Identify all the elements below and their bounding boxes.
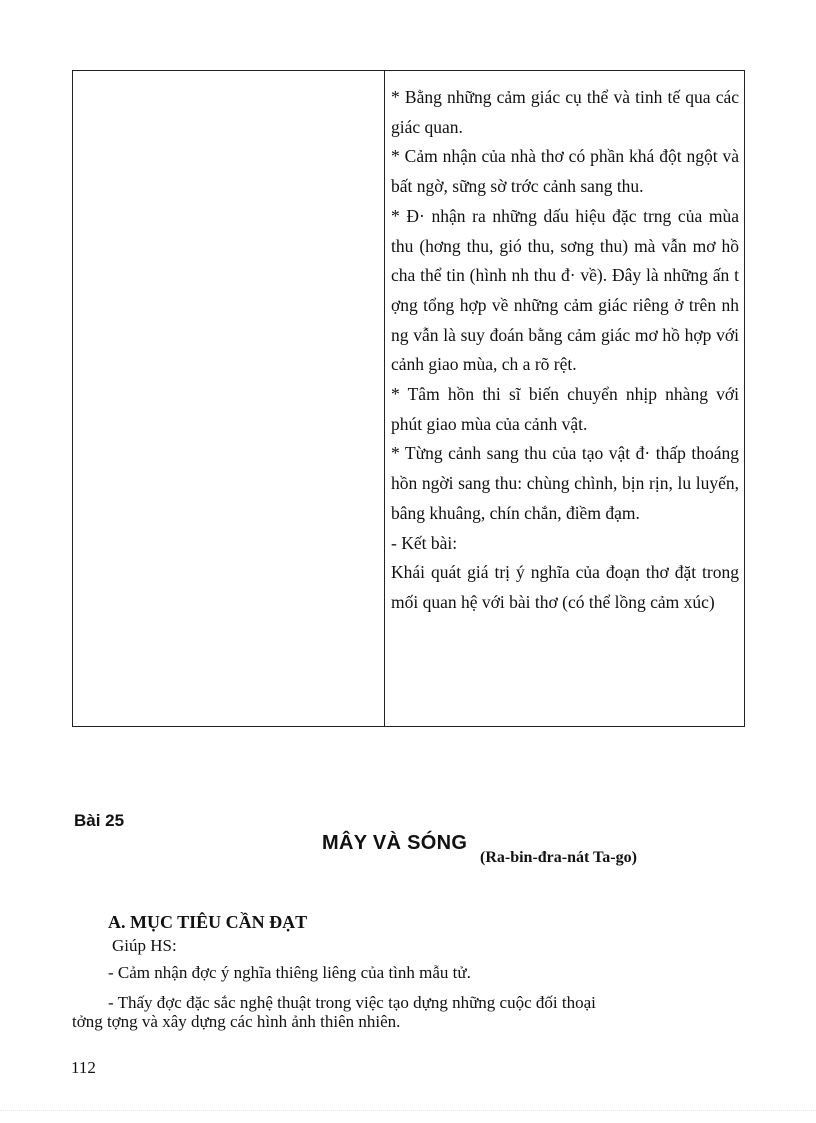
section-a-intro: Giúp HS: bbox=[112, 936, 177, 955]
page-bottom-rule bbox=[0, 1110, 816, 1111]
answer-point: * Bằng những cảm giác cụ thể và tinh tế qua các giác quan. bbox=[391, 87, 739, 137]
page-number: 112 bbox=[71, 1058, 96, 1077]
section-a-heading: A. MỤC TIÊU CẦN ĐẠT bbox=[108, 912, 308, 932]
table-right-cell bbox=[391, 83, 739, 618]
section-a-line: - Thấy đợc đặc sắc nghệ thuật trong việc tạo dựng những cuộc đối thoại bbox=[108, 993, 596, 1012]
section-a-line: - Cảm nhận đợc ý nghĩa thiêng liêng của tình mẫu tử. bbox=[108, 963, 471, 982]
section-a-line: tởng tợng và xây dựng các hình ảnh thiên nhiên. bbox=[72, 1012, 401, 1031]
conclusion-heading: - Kết bài: bbox=[391, 532, 458, 553]
answer-point: * Tâm hồn thi sĩ biến chuyển nhịp nhàng với phút giao mùa của cảnh vật. bbox=[391, 384, 739, 434]
content-table bbox=[72, 70, 745, 727]
conclusion-text: Khái quát giá trị ý nghĩa của đoạn thơ đặt trong mối quan hệ với bài thơ (có thể lồng cảm xúc) bbox=[391, 562, 739, 612]
lesson-title: MÂY VÀ SÓNG bbox=[322, 832, 468, 854]
answer-point: * Đ· nhận ra những dấu hiệu đặc trng của mùa thu (hơng thu, gió thu, sơng thu) mà vẫn mơ hồ cha thể tin (hình nh thu đ· về). Đây là những ấn t ợng tổng hợp về những cảm giác riêng ở trên nh ng vẫn là suy đoán bằng cảm giác mơ hồ hợp với cảnh giao mùa, ch a rõ rệt. bbox=[391, 205, 739, 375]
lesson-label: Bài 25 bbox=[74, 811, 125, 830]
table-left-cell bbox=[73, 71, 384, 726]
answer-point: * Cảm nhận của nhà thơ có phần khá đột ngột và bất ngờ, sững sờ trớc cảnh sang thu. bbox=[391, 146, 739, 197]
table-column-divider bbox=[384, 71, 385, 726]
answer-point: * Từng cảnh sang thu của tạo vật đ· thấp thoáng hồn ngời sang thu: chùng chình, bịn rịn, lu luyến, bâng khuâng, chín chắn, điềm đạm. bbox=[391, 443, 739, 523]
lesson-author: (Ra-bin-đra-nát Ta-go) bbox=[480, 849, 637, 866]
